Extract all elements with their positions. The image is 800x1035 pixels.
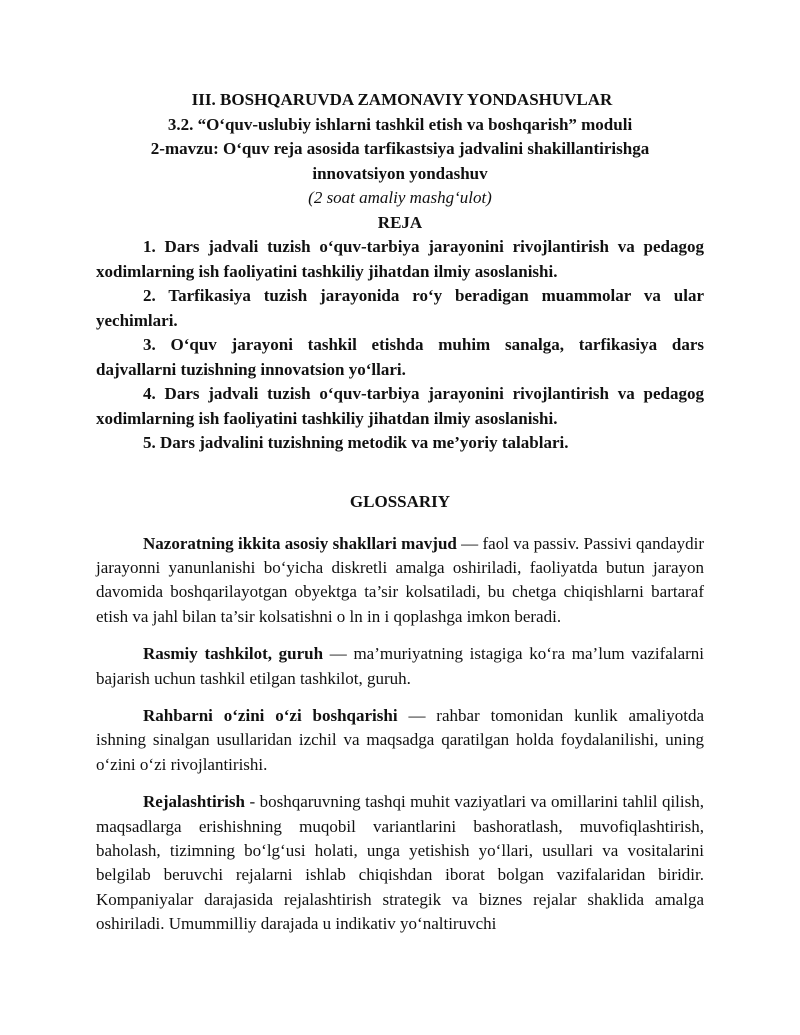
plan-item: 5. Dars jadvalini tuzishning metodik va me’yoriy talablari. <box>143 433 569 452</box>
glossary-definition: - boshqaruvning tashqi muhit vaziyatlari va omillarini tahlil qilish, maqsadlarga erishishning muqobil variantlarini bashoratlash, muvofiqlashtirish, baholash, tizimning bo‘lg‘usi holati, unga yetishish yo‘llari, usullari va vositalarini belgilab beruvchi rejalarni ishlab chiqishdan iborat bolgan vazifalaridan biridir. Kompaniyalar darajasida rejalashtirish strategik va biznes rejalar shaklida amalga oshiriladi. Umummilliy darajada u indikativ yo‘naltiruvchi <box>96 792 704 934</box>
topic-heading-line1: 2-mavzu: O‘quv reja asosida tarfikastsiya jadvalini shakillantirishga <box>150 139 650 158</box>
plan-item: 4. Dars jadvali tuzish o‘quv-tarbiya jarayonini rivojlantirish va pedagog xodimlarning ish faoliyatini tashkiliy jihatdan ilmiy asoslanishi. <box>96 384 704 428</box>
plan-item: 3. O‘quv jarayoni tashkil etishda muhim sanalga, tarfikasiya dars dajvallarni tuzishning innovatsion yo‘llari. <box>96 335 704 379</box>
glossary-entry <box>96 532 704 630</box>
plan-item: 1. Dars jadvali tuzish o‘quv-tarbiya jarayonini rivojlantirish va pedagog xodimlarning ish faoliyatini tashkiliy jihatdan ilmiy asoslanishi. <box>96 237 704 281</box>
glossary-definition: — faol va passiv. Passivi qandaydir jarayonni yanunlanishi bo‘yicha diskretli amalga oshiriladi, faoliyatda butun jarayon davomida boshqarilayotgan obyektga ta’sir kolsatiladi, bu chetga chiqishlarni bartaraf etish va jahl bilan ta’sir kolsatishni o ln in i qoplashga imkon beradi. <box>96 533 704 626</box>
glossary-definition: — ma’muriyatning istagiga ko‘ra ma’lum vazifalarni bajarish uchun tashkil etilgan tashkilot, guruh. <box>96 644 704 688</box>
topic-heading-line2: innovatsiyon yondashuv <box>312 163 488 183</box>
plan-list <box>96 235 704 456</box>
glossary-title: GLOSSARIY <box>349 491 451 511</box>
chapter-heading: III. BOSHQARUVDA ZAMONAVIY YONDASHUVLAR <box>191 90 613 109</box>
glossary-definition: — rahbar tomonidan kunlik amaliyotda ishning sinalgan usullaridan izchil va maqsadga qaratilgan holda foydalanilishi, uning o‘zini o‘zi rivojlantirishi. <box>96 705 704 774</box>
glossary-term: Rasmiy tashkilot, guruh <box>143 644 324 664</box>
glossary-term: Rahbarni o‘zini o‘zi boshqarishi <box>143 705 398 725</box>
glossary-term: Nazoratning ikkita asosiy shakllari mavjud <box>143 533 457 553</box>
module-heading: 3.2. “O‘quv-uslubiy ishlarni tashkil etish va boshqarish” moduli <box>167 114 633 134</box>
glossary-entry <box>96 790 704 936</box>
plan-item: 2. Tarfikasiya tuzish jarayonida ro‘y beradigan muammolar va ular yechimlari. <box>96 286 704 330</box>
glossary-entry <box>96 642 704 691</box>
plan-title: REJA <box>377 212 423 232</box>
glossary-entry <box>96 704 704 777</box>
hours-note: (2 soat amaliy mashg‘ulot) <box>308 188 492 207</box>
glossary-term: Rejalashtirish <box>143 792 245 812</box>
